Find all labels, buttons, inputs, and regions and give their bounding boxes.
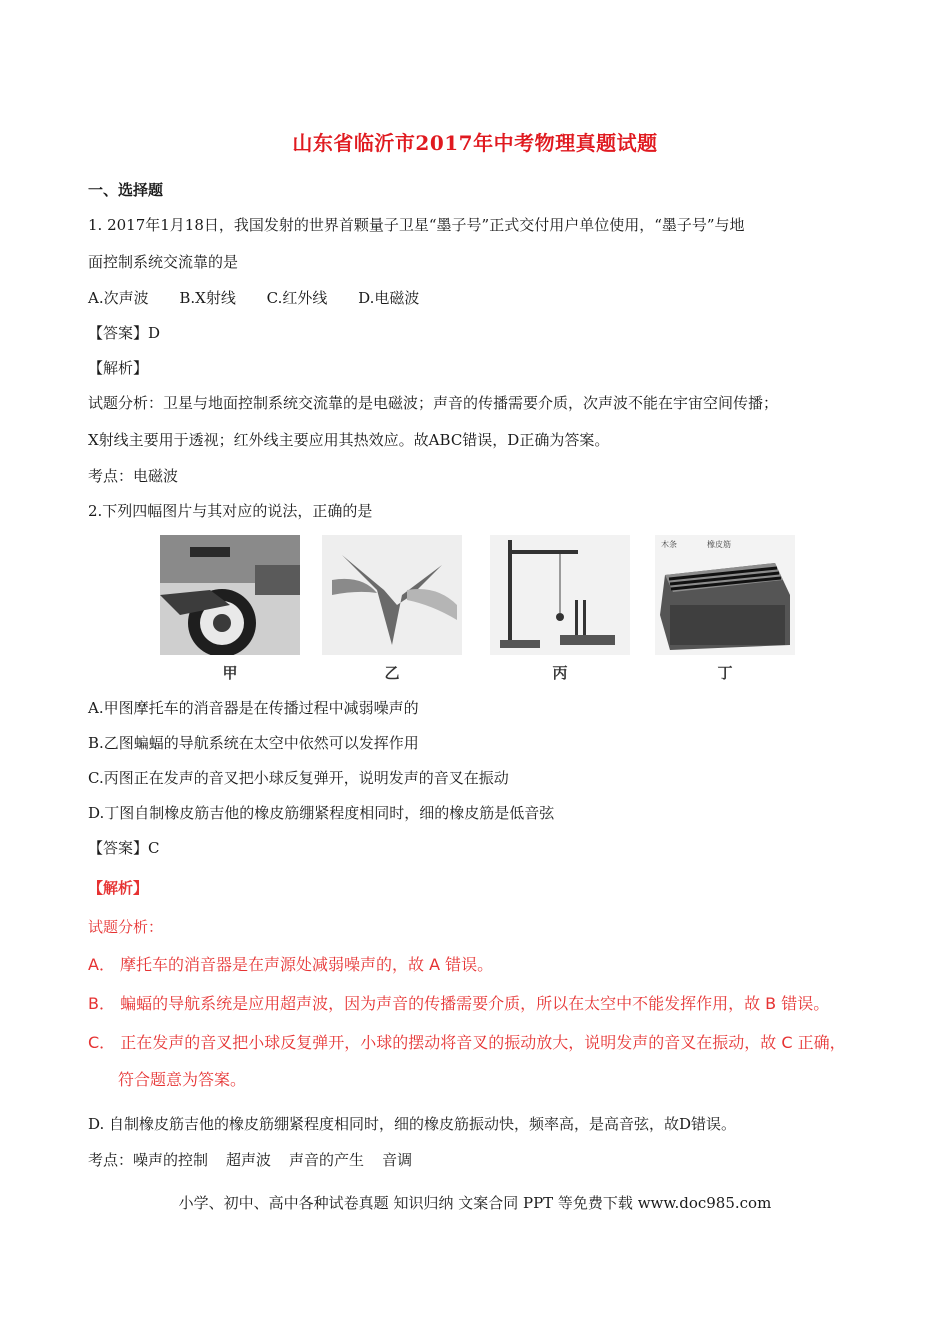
- bat-image: [322, 535, 462, 655]
- q1-stem-line1: 1. 2017年1月18日，我国发射的世界首颗量子卫星“墨子号”正式交付用户单位使用，“墨子号”与地: [88, 216, 745, 234]
- q2-figure-strip: [160, 535, 795, 683]
- rubber-band-guitar-image: [655, 535, 795, 655]
- q2-kaodian-item: 超声波: [226, 1151, 272, 1169]
- q2-analysis-c2: 符合题意为答案。: [118, 1070, 247, 1089]
- q1-option-c: C.红外线: [266, 289, 328, 307]
- q2-analysis-a: A． 摩托车的消音器是在声源处减弱噪声的，故 A 错误。: [88, 955, 494, 974]
- q2-analysis-sub: 试题分析：: [88, 918, 164, 936]
- page-footer: 小学、初中、高中各种试卷真题 知识归纳 文案合同 PPT 等免费下载 www.doc985.com: [178, 1194, 772, 1212]
- q2-option-a: A.甲图摩托车的消音器是在传播过程中减弱噪声的: [88, 699, 419, 717]
- q2-analysis-c1: C． 正在发声的音叉把小球反复弹开，小球的摆动将音叉的振动放大，说明发声的音叉在振动，故 C 正确，: [88, 1033, 846, 1052]
- q2-kaodian: [88, 1150, 430, 1170]
- figure-label-bing: 丙: [552, 664, 568, 682]
- q2-analysis-head: 【解析】: [88, 879, 149, 897]
- q2-kaodian-label: 考点：: [88, 1151, 134, 1169]
- q2-kaodian-item: 音调: [382, 1151, 413, 1169]
- figure-label-yi: 乙: [384, 664, 400, 682]
- q2-stem: 2.下列四幅图片与其对应的说法，正确的是: [88, 502, 373, 520]
- q2-analysis-d: D. 自制橡皮筋吉他的橡皮筋绷紧程度相同时，细的橡皮筋振动快，频率高，是高音弦，故D错误。: [88, 1115, 737, 1133]
- figure-jia: [160, 535, 300, 683]
- figure-label-jia: 甲: [222, 664, 238, 682]
- q1-stem-line2: 面控制系统交流靠的是: [88, 253, 239, 271]
- q1-option-a: A.次声波: [88, 289, 149, 307]
- q1-analysis-head: 【解析】: [88, 359, 149, 377]
- small-label-wood: 木条: [661, 540, 677, 549]
- q2-kaodian-item: 声音的产生: [289, 1151, 365, 1169]
- q2-option-b: B.乙图蝙蝠的导航系统在太空中依然可以发挥作用: [88, 734, 419, 752]
- q1-answer: 【答案】D: [88, 324, 161, 342]
- q2-kaodian-item: 噪声的控制: [133, 1151, 209, 1169]
- figure-ding: [655, 535, 795, 683]
- small-label-rubber: 橡皮筋: [707, 540, 731, 549]
- q1-option-d: D.电磁波: [358, 289, 420, 307]
- section-heading: 一、选择题: [88, 181, 164, 199]
- page-title: 山东省临沂市2017年中考物理真题试题: [292, 131, 658, 155]
- figure-bing: [490, 535, 630, 683]
- q1-analysis-line2: X射线主要用于透视；红外线主要应用其热效应。故ABC错误，D正确为答案。: [88, 431, 610, 449]
- q1-options: [88, 288, 445, 308]
- q2-option-d: D.丁图自制橡皮筋吉他的橡皮筋绷紧程度相同时，细的橡皮筋是低音弦: [88, 804, 555, 822]
- figure-yi: [322, 535, 462, 683]
- tuning-fork-image: [490, 535, 630, 655]
- motorcycle-image: [160, 535, 300, 655]
- q1-analysis-line1: 试题分析：卫星与地面控制系统交流靠的是电磁波；声音的传播需要介质，次声波不能在宇宙空间传播；: [88, 394, 779, 412]
- q1-kaodian: 考点：电磁波: [88, 467, 179, 485]
- q1-option-b: B.X射线: [179, 289, 236, 307]
- q2-analysis-b: B． 蝙蝠的导航系统是应用超声波，因为声音的传播需要介质，所以在太空中不能发挥作用，故 B 错误。: [88, 994, 830, 1013]
- figure-label-ding: 丁: [717, 664, 733, 682]
- q2-answer: 【答案】C: [88, 839, 160, 857]
- q2-option-c: C.丙图正在发声的音叉把小球反复弹开，说明发声的音叉在振动: [88, 769, 509, 787]
